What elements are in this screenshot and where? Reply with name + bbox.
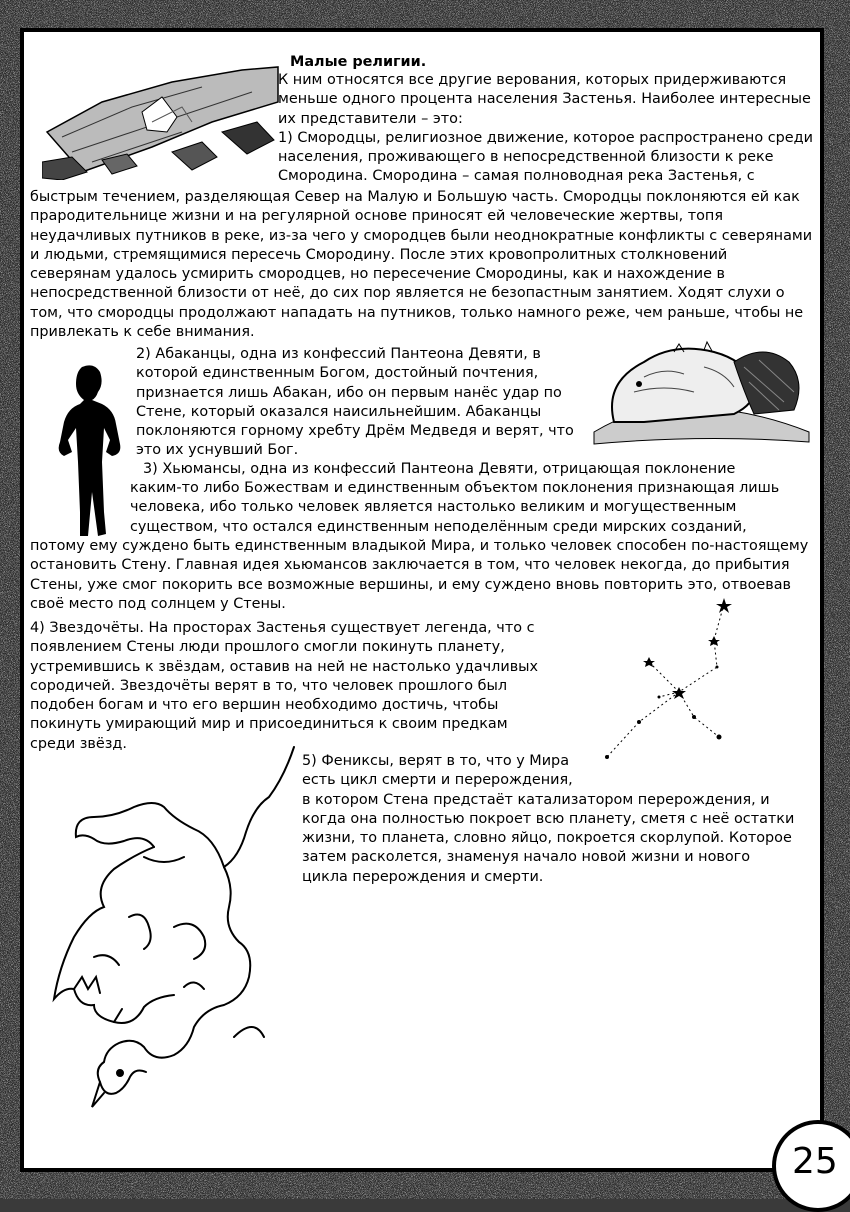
text-line: прародительнице жизни и на регулярной основе приносят ей человеческие жертвы, топя <box>30 208 723 225</box>
page-panel <box>20 28 824 1172</box>
text-line: потому ему суждено быть единственным владыкой Мира, и только человек способен по-настоящему <box>30 538 809 554</box>
text-line: остановить Стену. Главная идея хьюмансов заключается в том, что человек некогда, до прибытия <box>30 557 790 574</box>
text-line: непосредственной близости от неё, до сих пор является не безопастным занятием. Ходят слухи о <box>30 285 785 302</box>
section-title: Малые религии. <box>290 54 427 70</box>
text-line: которой единственным Богом, достойный почтения, <box>136 365 539 382</box>
text-line: есть цикл смерти и перерождения, <box>302 772 573 789</box>
text-line: поклоняются горному хребту Дрём Медведя и верят, что <box>136 423 574 440</box>
text-line: 2) Абаканцы, одна из конфессий Пантеона Девяти, в <box>136 346 541 362</box>
humans-first-line: 3) Хьюмансы, одна из конфессий Пантеона Девяти, отрицающая поклонение <box>143 461 736 477</box>
text-line: Стены, уже смог покорить все возможные вершины, и ему суждено вновь повторить это, отвоевав <box>30 576 792 593</box>
text-line: устремившись к звёздам, оставив на ней не настолько удачливых <box>30 658 539 675</box>
zvezdochety-paragraph <box>30 619 538 754</box>
phoenix-illustration <box>34 737 314 1127</box>
text-line: 1) Смородцы, религиозное движение, которое распространено среди <box>278 129 813 146</box>
text-line: среди звёзд. <box>30 735 127 752</box>
text-line: появлением Стены люди прошлого смогли покинуть планету, <box>30 639 505 656</box>
text-line: человека, ибо только человек является настолько великим и могущественным <box>130 499 737 516</box>
text-line: том, что смородцы продолжают нападать на путников, только намного реже, чем раньше, чтобы не <box>30 304 804 321</box>
text-line: меньше одного процента населения Застенья. Наиболее интересные <box>278 91 811 108</box>
text-line: когда она полностью покроет всю планету, сметя с неё остатки <box>302 810 795 827</box>
page-number: 25 <box>792 1141 838 1182</box>
abakantsy-paragraph <box>136 345 574 461</box>
smorodtsy-paragraph <box>30 188 812 342</box>
text-line: подобен богам и что его вершин необходимо достичь, чтобы <box>30 697 499 714</box>
intro-paragraph <box>278 71 813 187</box>
text-line: 4) Звездочёты. На просторах Застенья существует легенда, что с <box>30 620 535 636</box>
text-line: затем расколется, знаменуя начало новой жизни и нового <box>302 849 751 866</box>
text-line: К ним относятся все другие верования, которых придерживаются <box>278 72 787 88</box>
star-icons <box>605 598 732 759</box>
text-line: и людьми, стремящимися пересечь Смородину. После этих кровопролитных столкновений <box>30 246 728 263</box>
text-line: северянам удалось усмирить смородцев, но пересечение Смородины, как и нахождение в <box>30 266 726 283</box>
text-line: неудачливых путников в реке, из-за чего у смородцев были неоднократные конфликты с северянами <box>30 227 813 244</box>
constellation-illustration <box>599 592 799 767</box>
text-line: населения, проживающего в непосредственной близости к реке <box>278 149 774 166</box>
text-line: признается лишь Абакан, ибо он первым нанёс удар по <box>136 384 562 401</box>
river-illustration <box>42 62 282 180</box>
bear-mountain-illustration <box>584 322 814 450</box>
text-line: Стене, который оказался наисильнейшим. Абаканцы <box>136 403 542 420</box>
text-line: цикла перерождения и смерти. <box>302 868 544 885</box>
human-silhouette <box>42 362 132 542</box>
text-line: в котором Стена предстаёт катализатором перерождения, и <box>302 791 770 808</box>
feniksy-paragraph <box>302 752 794 887</box>
text-line: это их уснувший Бог. <box>136 442 299 459</box>
text-line: сородичей. Звездочёты верят в то, что человек прошлого был <box>30 677 508 694</box>
text-line: их представители – это: <box>278 110 463 127</box>
text-line: своё место под солнцем у Стены. <box>30 595 286 612</box>
humans-indented <box>130 479 779 537</box>
text-line: привлекать к себе внимания. <box>30 324 255 341</box>
text-line: покинуть умирающий мир и присоединиться к своим предкам <box>30 716 508 733</box>
text-line: жизни, то планета, словно яйцо, покроется скорлупой. Которое <box>302 830 792 847</box>
text-line: каким-то либо Божествам и единственным объектом поклонения признающая лишь <box>130 480 780 496</box>
text-line: существом, что остался единственным неподелённым среди мирских созданий, <box>130 518 747 535</box>
text-line: Смородина. Смородина – самая полноводная река Застенья, с <box>278 168 755 185</box>
text-line: 5) Фениксы, верят в то, что у Мира <box>302 753 570 769</box>
text-line: быстрым течением, разделяющая Север на Малую и Большую часть. Смородцы поклоняются ей как <box>30 189 800 205</box>
